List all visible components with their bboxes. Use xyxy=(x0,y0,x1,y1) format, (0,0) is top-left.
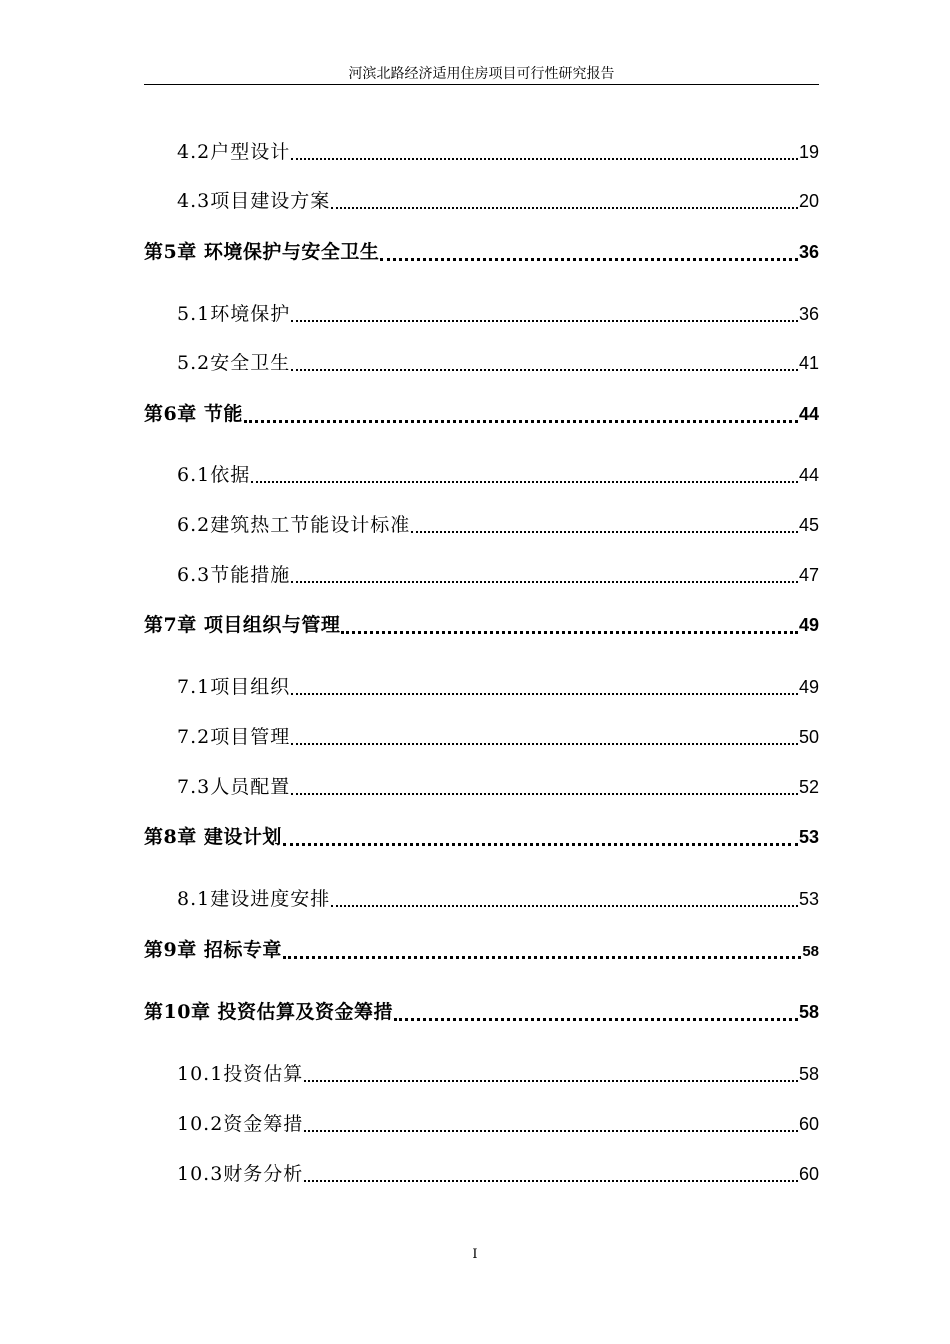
dot-leader xyxy=(291,743,798,745)
toc-chapter-5[interactable] xyxy=(144,237,819,267)
toc-chapter-page: 53 xyxy=(798,827,819,847)
toc-entry-label: 6.1依据 xyxy=(177,464,251,486)
toc-entry-page: 58 xyxy=(798,1064,819,1084)
toc-entry-label: 4.2户型设计 xyxy=(177,141,291,163)
toc-entry-page: 36 xyxy=(798,304,819,324)
toc-chapter-9[interactable] xyxy=(144,935,819,965)
dot-leader xyxy=(283,956,801,959)
toc-entry-label: 6.3节能措施 xyxy=(177,564,291,586)
dot-leader xyxy=(291,581,798,583)
toc-entry-page: 60 xyxy=(798,1164,819,1184)
dot-leader xyxy=(251,481,798,483)
toc-entry-label: 5.1环境保护 xyxy=(177,303,291,325)
toc-entry-page: 52 xyxy=(798,777,819,797)
toc-entry-label: 10.2资金筹措 xyxy=(177,1113,304,1135)
toc-entry-6-1[interactable] xyxy=(144,460,819,490)
toc-chapter-label: 第5章 环境保护与安全卫生 xyxy=(144,241,380,263)
toc-entry-page: 49 xyxy=(798,677,819,697)
dot-leader xyxy=(291,693,798,695)
dot-leader xyxy=(394,1018,798,1021)
toc-entry-page: 44 xyxy=(798,465,819,485)
dot-leader xyxy=(244,420,798,423)
toc-entry-page: 53 xyxy=(798,889,819,909)
toc-entry-page: 19 xyxy=(798,142,819,162)
toc-entry-10-2[interactable] xyxy=(144,1109,819,1139)
toc-entry-page: 60 xyxy=(798,1114,819,1134)
toc-entry-label: 5.2安全卫生 xyxy=(177,352,291,374)
toc-entry-label: 7.2项目管理 xyxy=(177,726,291,748)
toc-entry-7-3[interactable] xyxy=(144,772,819,802)
toc-entry-7-1[interactable] xyxy=(144,672,819,702)
toc-entry-label: 10.3财务分析 xyxy=(177,1163,304,1185)
toc-entry-label: 8.1建设进度安排 xyxy=(177,888,331,910)
toc-entry-5-1[interactable] xyxy=(144,299,819,329)
dot-leader xyxy=(331,905,798,907)
toc-chapter-label: 第6章 节能 xyxy=(144,403,243,425)
toc-chapter-label: 第10章 投资估算及资金筹措 xyxy=(144,1001,394,1023)
toc-entry-page: 41 xyxy=(798,353,819,373)
dot-leader xyxy=(331,207,798,209)
toc-chapter-7[interactable] xyxy=(144,610,819,640)
dot-leader xyxy=(411,531,798,533)
toc-chapter-label: 第8章 建设计划 xyxy=(144,826,282,848)
toc-entry-label: 4.3项目建设方案 xyxy=(177,190,331,212)
toc-entry-6-3[interactable] xyxy=(144,560,819,590)
toc-entry-label: 6.2建筑热工节能设计标准 xyxy=(177,514,411,536)
toc-entry-7-2[interactable] xyxy=(144,722,819,752)
toc-entry-label: 7.3人员配置 xyxy=(177,776,291,798)
toc-entry-page: 45 xyxy=(798,515,819,535)
toc-chapter-page: 44 xyxy=(798,404,819,424)
dot-leader xyxy=(291,793,798,795)
dot-leader xyxy=(341,631,798,634)
toc-entry-page: 20 xyxy=(798,191,819,211)
dot-leader xyxy=(291,369,798,371)
dot-leader xyxy=(283,843,798,846)
page-number: I xyxy=(472,1247,478,1262)
toc-entry-page: 47 xyxy=(798,565,819,585)
dot-leader xyxy=(291,320,798,322)
toc-entry-label: 10.1投资估算 xyxy=(177,1063,304,1085)
toc-entry-10-1[interactable] xyxy=(144,1059,819,1089)
toc-entry-4-2[interactable] xyxy=(144,137,819,167)
toc-chapter-label: 第9章 招标专章 xyxy=(144,939,282,961)
toc-entry-4-3[interactable] xyxy=(144,186,819,216)
dot-leader xyxy=(380,258,798,261)
toc-chapter-page: 58 xyxy=(798,1002,819,1022)
toc-entry-5-2[interactable] xyxy=(144,348,819,378)
toc-chapter-page: 49 xyxy=(798,615,819,635)
toc-chapter-8[interactable] xyxy=(144,822,819,852)
toc-entry-10-3[interactable] xyxy=(144,1159,819,1189)
toc-entry-page: 50 xyxy=(798,727,819,747)
dot-leader xyxy=(291,158,798,160)
toc-entry-6-2[interactable] xyxy=(144,510,819,540)
toc-chapter-10[interactable] xyxy=(144,997,819,1027)
toc-chapter-6[interactable] xyxy=(144,399,819,429)
running-header: 河滨北路经济适用住房项目可行性研究报告 xyxy=(348,66,615,82)
toc-chapter-label: 第7章 项目组织与管理 xyxy=(144,614,341,636)
dot-leader xyxy=(304,1080,798,1082)
dot-leader xyxy=(304,1180,798,1182)
toc-chapter-page: 58 xyxy=(802,943,819,960)
dot-leader xyxy=(304,1130,798,1132)
toc-entry-label: 7.1项目组织 xyxy=(177,676,291,698)
toc-chapter-page: 36 xyxy=(798,242,819,262)
toc-entry-8-1[interactable] xyxy=(144,884,819,914)
